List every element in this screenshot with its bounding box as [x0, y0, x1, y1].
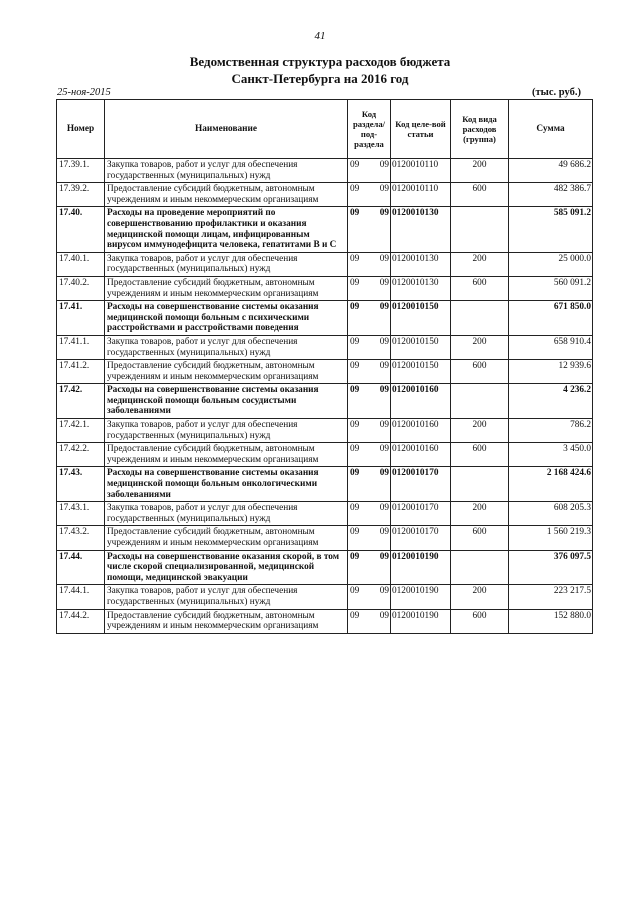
page-number: 41 [314, 30, 326, 42]
row-target-code: 0120010170 [391, 526, 451, 550]
row-sum: 152 880.0 [509, 609, 593, 633]
row-name: Закупка товаров, работ и услуг для обеспечения государственных (муниципальных) нужд [105, 159, 348, 183]
row-razdel: 09 [350, 184, 360, 195]
row-target-code: 0120010160 [391, 443, 451, 467]
row-podrazdel: 09 [379, 208, 389, 219]
row-section-code [348, 183, 391, 207]
row-razdel: 09 [350, 551, 360, 562]
row-razdel: 09 [350, 160, 360, 170]
row-razdel: 09 [350, 208, 360, 219]
document-date: 25-ноя-2015 [57, 87, 111, 98]
row-number: 17.43.1. [57, 502, 105, 526]
row-section-code [348, 360, 391, 384]
row-section-code [348, 335, 391, 359]
row-target-code: 0120010130 [391, 207, 451, 252]
row-expense-group: 600 [451, 360, 509, 384]
table-row [57, 159, 593, 183]
row-sum: 49 686.2 [509, 159, 593, 183]
row-podrazdel: 09 [379, 610, 389, 621]
row-podrazdel: 09 [379, 527, 389, 538]
row-razdel: 09 [350, 586, 360, 597]
row-section-code [348, 159, 391, 183]
row-number: 17.43.2. [57, 526, 105, 550]
row-target-code: 0120010110 [391, 183, 451, 207]
row-number: 17.39.1. [57, 159, 105, 183]
row-section-code [348, 207, 391, 252]
row-sum: 658 910.4 [509, 335, 593, 359]
row-sum: 482 386.7 [509, 183, 593, 207]
row-razdel: 09 [350, 444, 360, 455]
table-row [57, 301, 593, 336]
row-section-code [348, 252, 391, 276]
row-target-code: 0120010190 [391, 585, 451, 609]
row-sum: 608 205.3 [509, 502, 593, 526]
row-section-code [348, 467, 391, 502]
table-row [57, 526, 593, 550]
row-sum: 4 236.2 [509, 384, 593, 419]
row-sum: 376 097.5 [509, 550, 593, 585]
row-expense-group [451, 301, 509, 336]
row-target-code: 0120010170 [391, 467, 451, 502]
row-podrazdel: 09 [379, 503, 389, 514]
row-section-code [348, 585, 391, 609]
row-number: 17.40. [57, 207, 105, 252]
table-row [57, 207, 593, 252]
row-razdel: 09 [350, 420, 360, 431]
header-target-code: Код целе-вой статьи [391, 100, 451, 159]
row-name: Предоставление субсидий бюджетным, автономным учреждениям и иным некоммерческим организациям [105, 443, 348, 467]
row-target-code: 0120010150 [391, 301, 451, 336]
row-expense-group: 200 [451, 419, 509, 443]
row-section-code [348, 526, 391, 550]
row-target-code: 0120010130 [391, 276, 451, 300]
row-sum: 560 091.2 [509, 276, 593, 300]
row-section-code [348, 276, 391, 300]
header-sum: Сумма [509, 100, 593, 159]
row-target-code: 0120010110 [391, 159, 451, 183]
row-target-code: 0120010150 [391, 335, 451, 359]
table-row [57, 609, 593, 633]
row-section-code [348, 419, 391, 443]
row-sum: 12 939.6 [509, 360, 593, 384]
row-podrazdel: 09 [379, 444, 389, 455]
row-razdel: 09 [350, 527, 360, 538]
row-razdel: 09 [350, 361, 360, 372]
header-section-code: Код раздела/ под-раздела [348, 100, 391, 159]
row-expense-group [451, 467, 509, 502]
row-number: 17.41.1. [57, 335, 105, 359]
row-podrazdel: 09 [379, 336, 389, 347]
row-target-code: 0120010160 [391, 419, 451, 443]
row-podrazdel: 09 [379, 160, 389, 170]
row-sum: 1 560 219.3 [509, 526, 593, 550]
row-razdel: 09 [350, 503, 360, 514]
row-name: Расходы на проведение мероприятий по совершенствованию профилактики и оказания медицинской помощи лицам, инфицированным вирусом иммунодефицита человека, гепатитами В и С [105, 207, 348, 252]
row-podrazdel: 09 [379, 184, 389, 195]
row-number: 17.39.2. [57, 183, 105, 207]
row-sum: 223 217.5 [509, 585, 593, 609]
row-expense-group: 200 [451, 159, 509, 183]
header-expense-type: Код вида расходов (группа) [451, 100, 509, 159]
row-podrazdel: 09 [379, 302, 389, 313]
table-row [57, 276, 593, 300]
row-expense-group: 200 [451, 335, 509, 359]
row-podrazdel: 09 [379, 468, 389, 479]
table-header-row [57, 100, 593, 159]
title-line-2: Санкт-Петербурга на 2016 год [231, 71, 409, 86]
row-name: Закупка товаров, работ и услуг для обеспечения государственных (муниципальных) нужд [105, 419, 348, 443]
row-podrazdel: 09 [379, 253, 389, 264]
row-name: Расходы на совершенствование системы оказания медицинской помощи больным онкологическими заболеваниями [105, 467, 348, 502]
row-name: Закупка товаров, работ и услуг для обеспечения государственных (муниципальных) нужд [105, 585, 348, 609]
row-expense-group: 600 [451, 609, 509, 633]
row-razdel: 09 [350, 253, 360, 264]
row-podrazdel: 09 [379, 361, 389, 372]
row-podrazdel: 09 [379, 277, 389, 288]
row-razdel: 09 [350, 302, 360, 313]
row-name: Закупка товаров, работ и услуг для обеспечения государственных (муниципальных) нужд [105, 335, 348, 359]
budget-table [56, 99, 593, 634]
row-expense-group: 600 [451, 183, 509, 207]
row-razdel: 09 [350, 385, 360, 396]
row-name: Предоставление субсидий бюджетным, автономным учреждениям и иным некоммерческим организациям [105, 183, 348, 207]
table-row [57, 335, 593, 359]
row-number: 17.42. [57, 384, 105, 419]
table-row [57, 585, 593, 609]
row-target-code: 0120010190 [391, 609, 451, 633]
row-name: Предоставление субсидий бюджетным, автономным учреждениям и иным некоммерческим организациям [105, 526, 348, 550]
row-razdel: 09 [350, 468, 360, 479]
row-number: 17.44.1. [57, 585, 105, 609]
row-number: 17.44. [57, 550, 105, 585]
row-target-code: 0120010130 [391, 252, 451, 276]
row-target-code: 0120010150 [391, 360, 451, 384]
table-body [57, 159, 593, 634]
row-expense-group: 600 [451, 443, 509, 467]
row-target-code: 0120010170 [391, 502, 451, 526]
table-row [57, 550, 593, 585]
row-number: 17.44.2. [57, 609, 105, 633]
header-number: Номер [57, 100, 105, 159]
row-sum: 2 168 424.6 [509, 467, 593, 502]
row-expense-group: 600 [451, 276, 509, 300]
row-expense-group [451, 384, 509, 419]
row-number: 17.40.1. [57, 252, 105, 276]
row-section-code [348, 443, 391, 467]
row-name: Расходы на совершенствование системы оказания медицинской помощи больным сосудистыми заболеваниями [105, 384, 348, 419]
row-podrazdel: 09 [379, 586, 389, 597]
table-row [57, 384, 593, 419]
row-section-code [348, 609, 391, 633]
row-number: 17.41. [57, 301, 105, 336]
row-target-code: 0120010190 [391, 550, 451, 585]
row-razdel: 09 [350, 610, 360, 621]
row-sum: 786.2 [509, 419, 593, 443]
row-section-code [348, 550, 391, 585]
row-number: 17.42.1. [57, 419, 105, 443]
row-expense-group [451, 550, 509, 585]
row-number: 17.41.2. [57, 360, 105, 384]
row-expense-group: 200 [451, 585, 509, 609]
row-name: Закупка товаров, работ и услуг для обеспечения государственных (муниципальных) нужд [105, 252, 348, 276]
row-section-code [348, 502, 391, 526]
currency-unit: (тыс. руб.) [532, 87, 581, 98]
row-section-code [348, 384, 391, 419]
row-number: 17.43. [57, 467, 105, 502]
row-sum: 3 450.0 [509, 443, 593, 467]
row-razdel: 09 [350, 277, 360, 288]
row-target-code: 0120010160 [391, 384, 451, 419]
document-title [0, 53, 640, 87]
table-row [57, 419, 593, 443]
row-podrazdel: 09 [379, 385, 389, 396]
table-row [57, 443, 593, 467]
table-row [57, 183, 593, 207]
row-expense-group: 200 [451, 252, 509, 276]
row-expense-group: 600 [451, 526, 509, 550]
row-name: Закупка товаров, работ и услуг для обеспечения государственных (муниципальных) нужд [105, 502, 348, 526]
row-name: Предоставление субсидий бюджетным, автономным учреждениям и иным некоммерческим организациям [105, 360, 348, 384]
row-section-code [348, 301, 391, 336]
row-number: 17.42.2. [57, 443, 105, 467]
row-sum: 671 850.0 [509, 301, 593, 336]
row-podrazdel: 09 [379, 551, 389, 562]
row-razdel: 09 [350, 336, 360, 347]
row-sum: 25 000.0 [509, 252, 593, 276]
row-number: 17.40.2. [57, 276, 105, 300]
row-podrazdel: 09 [379, 420, 389, 431]
title-line-1: Ведомственная структура расходов бюджета [189, 54, 451, 69]
row-name: Предоставление субсидий бюджетным, автономным учреждениям и иным некоммерческим организациям [105, 609, 348, 633]
header-name: Наименование [105, 100, 348, 159]
row-name: Расходы на совершенствование системы оказания медицинской помощи больным с психическими расстройствами и расстройствами поведения [105, 301, 348, 336]
row-expense-group: 200 [451, 502, 509, 526]
row-name: Расходы на совершенствование оказания скорой, в том числе скорой специализированной, медицинской помощи, медицинской эвакуации [105, 550, 348, 585]
row-expense-group [451, 207, 509, 252]
row-sum: 585 091.2 [509, 207, 593, 252]
table-row [57, 252, 593, 276]
table-row [57, 360, 593, 384]
table-row [57, 502, 593, 526]
row-name: Предоставление субсидий бюджетным, автономным учреждениям и иным некоммерческим организациям [105, 276, 348, 300]
table-row [57, 467, 593, 502]
